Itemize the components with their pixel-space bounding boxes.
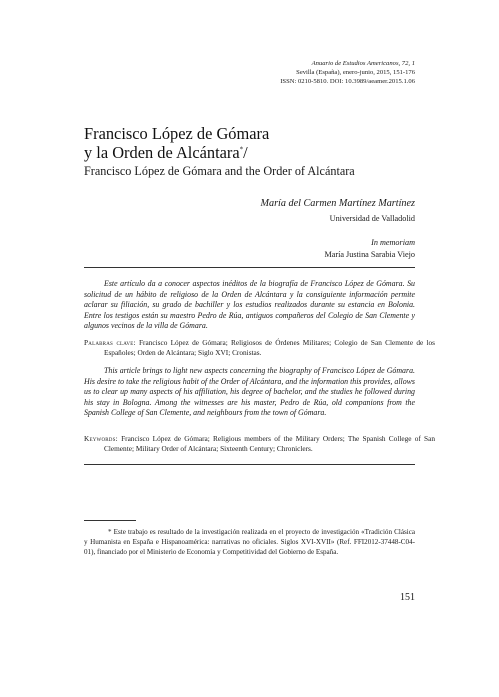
author-name: María del Carmen Martínez Martínez [260, 198, 415, 209]
keywords-english-text: Francisco López de Gómara; Religious members of the Military Orders; The Spanish College of San Clemente; Military Order of Alcántara; Sixteenth Century; Chroniclers. [104, 434, 436, 453]
keywords-spanish-label: Palabras clave: [84, 338, 136, 347]
title-spanish [84, 124, 424, 162]
dedication-label: In memoriam [371, 238, 415, 247]
abstract-spanish [84, 279, 415, 332]
title-spanish-line2: y la Orden de Alcántara [84, 143, 240, 162]
keywords-english [84, 434, 435, 454]
dedication [115, 237, 415, 260]
footnote [84, 528, 415, 557]
keywords-english-label: Keywords: [84, 434, 118, 443]
title-spanish-line2-wrap [84, 143, 424, 162]
abstract-spanish-text: Este artículo da a conocer aspectos inéditos de la biografía de Francisco López de Gómara. Su solicitud de un hábito de religioso de la Orden de Alcántara y la consiguiente información permite aclarar su filiación, su grado de bachiller y los estudios realizados durante su estancia en Bolonia. Entre los testigos están su maestro Pedro de Rúa, antiguos compañeros del Colegio de San Clemente y algunos vecinos de la villa de Gómara. [84, 279, 415, 331]
footnote-text: Este trabajo es resultado de la investigación realizada en el proyecto de investigación «Tradición Clásica y Humanista en España e Hispanoamérica: narrativas no oficiales. Siglos XVI-XVII» (Ref. FFI2012-37448-C04-01), financiado por el Ministerio de Economía y Competitividad del Gobierno de España. [84, 528, 415, 556]
journal-name: Anuario de Estudios Americanos, 72, 1 [311, 60, 415, 67]
keywords-spanish [84, 338, 435, 358]
title-english: Francisco López de Gómara and the Order of Alcántara [84, 164, 355, 178]
abstract-english [84, 366, 415, 419]
title-spanish-line1: Francisco López de Gómara [84, 124, 270, 143]
author-affiliation: Universidad de Valladolid [329, 214, 415, 223]
title-footnote-mark: * [239, 145, 244, 154]
abstract-top-rule [84, 267, 415, 268]
footnote-separator [84, 520, 136, 521]
page-number: 151 [400, 592, 415, 603]
journal-issn-doi: ISSN: 0210-5810. DOI: 10.3989/aeamer.2015.1.06 [280, 78, 415, 86]
abstract-bottom-rule [84, 464, 415, 465]
keywords-spanish-text: Francisco López de Gómara; Religiosos de Órdenes Militares; Colegio de San Clemente de los Españoles; Orden de Alcántara; Siglo XVI; Cronistas. [104, 338, 435, 357]
abstract-english-text: This article brings to light new aspects concerning the biography of Francisco López de Gómara. His desire to take the religious habit of the Order of Alcántara, and the information this provides, allows us to clear up many aspects of his affiliation, his degree of bachelor, and the studies he followed during his stay in Bologna. Among the witnesses are his master, Pedro de Rúa, old companions from the Spanish College of San Clemente, and neighbours from the town of Gómara. [84, 366, 415, 418]
journal-header [155, 59, 415, 87]
title-slash: / [243, 143, 248, 162]
dedication-name: María Justina Sarabia Viejo [324, 249, 415, 259]
journal-place-date: Sevilla (España), enero-junio, 2015, 151-176 [296, 69, 415, 77]
footnote-mark: * [108, 528, 112, 536]
